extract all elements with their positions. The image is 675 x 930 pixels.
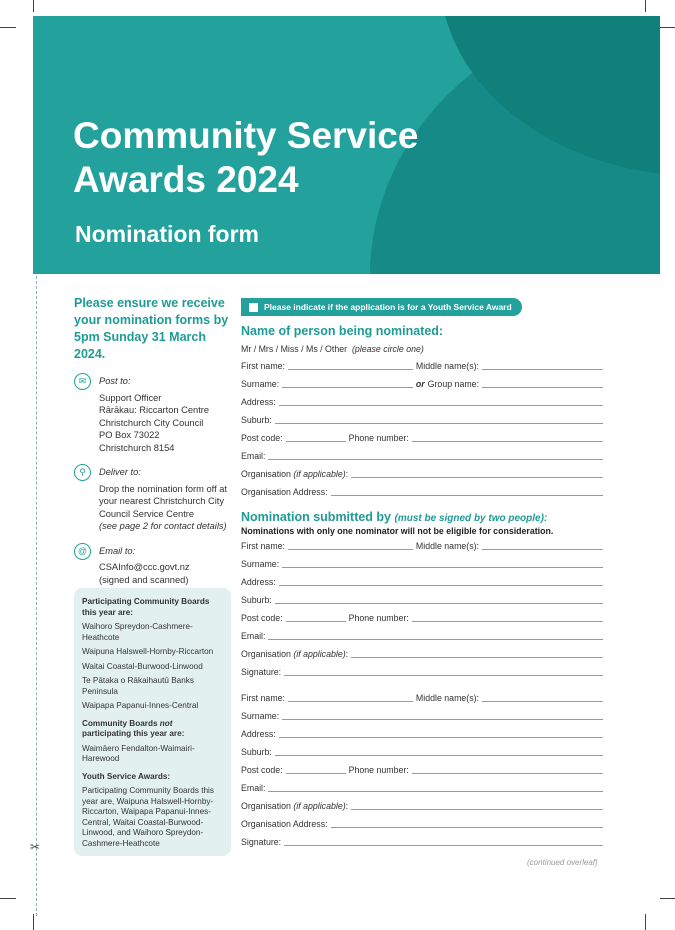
nominator-2-post-code-field[interactable] <box>286 773 346 774</box>
nominator-1-phone-field[interactable] <box>412 621 603 622</box>
nominator-1-middle-names-field[interactable] <box>482 549 603 550</box>
crop-mark <box>33 914 34 930</box>
post-to-block: ✉ Post to: Support Officer Rārākau: Riccarton Centre Christchurch City Council PO Box 73022 Christchurch 8154 <box>74 375 234 454</box>
middle-names-field[interactable] <box>482 369 603 370</box>
location-pin-icon: ⚲ <box>74 464 91 481</box>
not-participating-heading: Community Boards not participating this year are: <box>82 718 185 738</box>
nominator-1-organisation-field[interactable] <box>351 657 603 658</box>
phone-field[interactable] <box>412 441 603 442</box>
crop-mark <box>0 898 16 899</box>
instructions-column <box>74 295 234 586</box>
organisation-address-field[interactable] <box>331 495 603 496</box>
nominator-2-phone-field[interactable] <box>412 773 603 774</box>
nominee-postcode-row: Post code: Phone number: <box>241 426 603 444</box>
scissors-icon: ✂ <box>30 840 41 854</box>
crop-mark <box>660 27 675 28</box>
nominator-heading: Nomination submitted by (must be signed by two people): <box>241 510 548 524</box>
nominator-2-suburb-field[interactable] <box>275 755 603 756</box>
nominator-2-organisation-field[interactable] <box>351 809 603 810</box>
at-sign-icon: @ <box>74 543 91 560</box>
crop-mark <box>660 898 675 899</box>
nominee-address-row: Address: <box>241 390 603 408</box>
nominator-1-post-code-field[interactable] <box>286 621 346 622</box>
title-options[interactable]: Mr / Mrs / Miss / Ms / Other (please circle one) <box>241 344 424 354</box>
nominee-email-row: Email: <box>241 444 603 462</box>
page-title: Community Service Awards 2024 <box>73 115 419 200</box>
nominator-1-surname-field[interactable] <box>282 567 603 568</box>
first-name-field[interactable] <box>288 369 413 370</box>
continued-note: (continued overleaf) <box>527 858 598 867</box>
nominator-1-first-name-field[interactable] <box>288 549 413 550</box>
nominator-2-middle-names-field[interactable] <box>482 701 603 702</box>
post-code-field[interactable] <box>286 441 346 442</box>
organisation-field[interactable] <box>351 477 603 478</box>
form-column <box>241 298 603 848</box>
nominator-2-organisation-address-field[interactable] <box>331 827 603 828</box>
crop-mark <box>33 0 34 12</box>
crop-mark <box>645 0 646 12</box>
crop-mark <box>645 914 646 930</box>
nominator-2-email-field[interactable] <box>268 791 603 792</box>
nominator-2-signature-field[interactable] <box>284 845 603 846</box>
deadline-text: Please ensure we receive your nomination forms by 5pm Sunday 31 March 2024. <box>74 296 229 361</box>
email-field[interactable] <box>268 459 603 460</box>
envelope-icon: ✉ <box>74 373 91 390</box>
nominator-1-suburb-field[interactable] <box>275 603 603 604</box>
nominator-1-address-field[interactable] <box>279 585 603 586</box>
crop-mark <box>0 27 16 28</box>
email-address[interactable]: CSAInfo@ccc.govt.nz <box>99 562 190 572</box>
email-to-block: @ Email to: CSAInfo@ccc.govt.nz (signed and scanned) <box>74 545 234 587</box>
nominator-warning: Nominations with only one nominator will not be eligible for consideration. <box>241 526 554 536</box>
nominee-first-name-row: First name: Middle name(s): <box>241 354 603 372</box>
nominator-1-block: First name: Middle name(s): Surname: Address: Suburb: Post code: Phone number: Email: Organisation (if applicable): Signature: <box>241 536 603 678</box>
nominator-2-block: First name: Middle name(s): Surname: Address: Suburb: Post code: Phone number: Email: Organisation (if applicable): Organisation Address: Signature: <box>241 686 603 848</box>
checkbox[interactable] <box>249 303 258 312</box>
cut-line <box>36 276 37 916</box>
community-boards-panel: Participating Community Boards this year are: Waihoro Spreydon-Cashmere-Heathcote Waipuna Halswell-Hornby-Riccarton Waitai Coastal-Burwood-Linwood Te Pātaka o Rākaihautū Banks Peninsula Waipapa Papanui-Innes-Central Community Boards not participating this year are: Waimāero Fendalton-Waimairi-Harewood Youth Service Awards: Participating Community Boards this year are, Waipuna Halswell-Hornby-Riccarton, Waipapa Papanui-Innes-Central, Waitai Coastal-Burwood-Linwood, and Waihoro Spreydon-Cashmere-Heathcote <box>74 588 231 856</box>
page-subtitle: Nomination form <box>75 221 259 247</box>
group-name-field[interactable] <box>482 387 603 388</box>
nominee-org-address-row: Organisation Address: <box>241 480 603 498</box>
header-banner <box>33 16 660 274</box>
nominator-1-signature-field[interactable] <box>284 675 603 676</box>
nominator-2-first-name-field[interactable] <box>288 701 413 702</box>
suburb-field[interactable] <box>275 423 603 424</box>
surname-field[interactable] <box>282 387 413 388</box>
nominee-organisation-row: Organisation (if applicable): <box>241 462 603 480</box>
nominee-surname-row: Surname: or Group name: <box>241 372 603 390</box>
nominator-2-surname-field[interactable] <box>282 719 603 720</box>
nominator-2-address-field[interactable] <box>279 737 603 738</box>
address-field[interactable] <box>279 405 603 406</box>
youth-award-checkbox-banner[interactable]: Please indicate if the application is for a Youth Service Award <box>241 298 522 316</box>
nominator-1-email-field[interactable] <box>268 639 603 640</box>
nominee-heading: Name of person being nominated: <box>241 324 444 338</box>
deliver-to-block: ⚲ Deliver to: Drop the nomination form off at your nearest Christchurch City Council Service Centre (see page 2 for contact details) <box>74 466 234 533</box>
nominee-suburb-row: Suburb: <box>241 408 603 426</box>
